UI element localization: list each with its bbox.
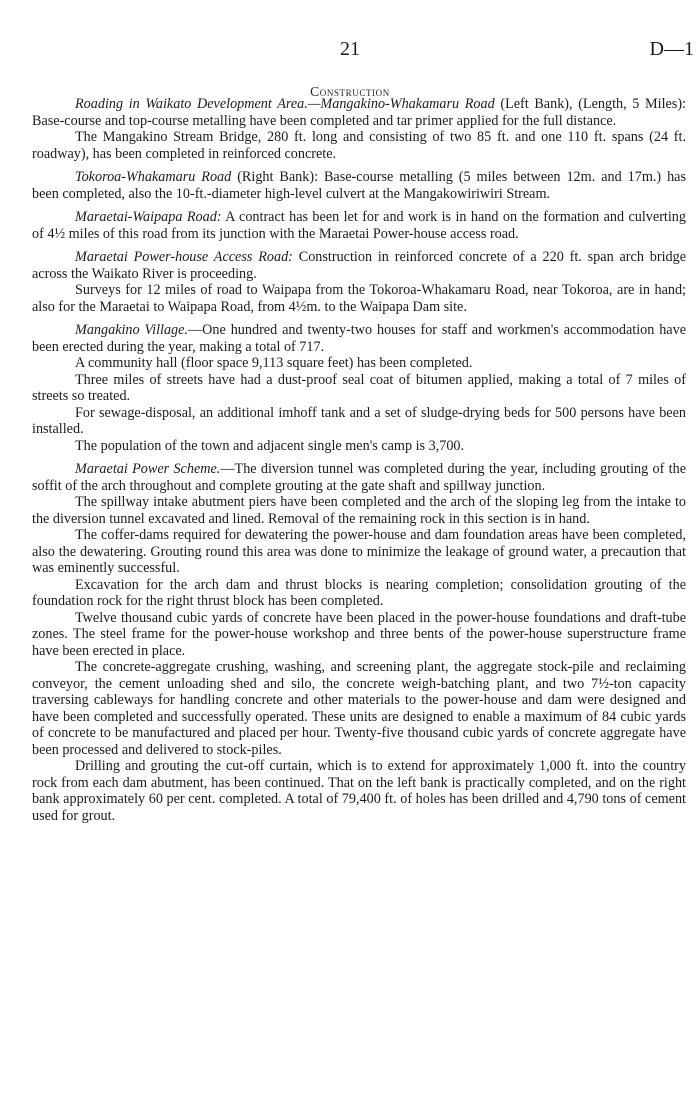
paragraph-tokoroa-road: [32, 169, 686, 202]
paragraph-power-house-access-road: [32, 249, 686, 282]
paragraph-text: The coffer-dams required for dewatering the power-house and dam foundation areas have been completed, also the dewatering. Grouting round this area was done to minimize the leakage of ground water, a precaution that was eminently successful.: [32, 527, 686, 576]
paragraph-text: Excavation for the arch dam and thrust blocks is nearing completion; consolidation grouting of the foundation rock for the right thrust block has been completed.: [32, 576, 686, 609]
paragraph-mangakino-village: [32, 322, 686, 355]
paragraph-text: A community hall (floor space 9,113 square feet) has been completed.: [75, 355, 473, 371]
paragraph-excavation: [32, 577, 686, 610]
paragraph-title: Maraetai Power Scheme.: [75, 461, 221, 477]
paragraph-text: Construction in reinforced concrete of a 220 ft. span arch bridge across the Waikato River is proceeding.: [32, 249, 686, 282]
paragraph-text: (Right Bank): Base-course metalling (5 miles between 12m. and 17m.) has been completed, also the 10-ft.-diameter high-level culvert at the Mangakowiriwiri Stream.: [32, 169, 686, 202]
paragraph-text: A contract has been let for and work is in hand on the formation and culverting of 4½ miles of this road from its junction with the Maraetai Power-house access road.: [32, 209, 686, 242]
paragraph-surveys: [32, 282, 686, 315]
paragraph-text: —One hundred and twenty-two houses for staff and workmen's accommodation have been erected during the year, making a total of 717.: [32, 322, 686, 355]
paragraph-stream-bridge: [32, 129, 686, 162]
paragraph-text: Drilling and grouting the cut-off curtain, which is to extend for approximately 1,000 ft. into the country rock from each dam abutment, has been continued. That on the left bank is practically completed, and on the right bank approximately 60 per cent. completed. A total of 79,400 ft. of holes has been drilled and 4,790 tons of cement used for grout.: [32, 758, 686, 824]
report-reference: D—1: [649, 38, 694, 60]
paragraph-coffer-dams: [32, 527, 686, 577]
paragraph-title: Maraetai Power-house Access Road:: [75, 249, 293, 265]
paragraph-title: Maraetai-Waipapa Road:: [75, 209, 222, 225]
paragraph-population: [32, 438, 686, 455]
paragraph-text: Twelve thousand cubic yards of concrete have been placed in the power-house foundations and draft-tube zones. The steel frame for the power-house workshop and three bents of the power-house superstructure frame have been erected in place.: [32, 609, 686, 659]
paragraph-maraetai-waipapa-road: [32, 209, 686, 242]
paragraph-text: The concrete-aggregate crushing, washing, and screening plant, the aggregate stock-pile and reclaiming conveyor, the cement unloading shed and silo, the concrete weigh-batching plant, and two 7½-ton capacity traversing cableways for handling concrete and other materials to the power-house and dam were designed and have been completed and successfully operated. These units are designed to enable a maximum of 84 cubic yards of concrete to be manufactured and placed per hour. Twenty-five thousand cubic yards of concrete aggregate have been processed and delivered to stock-piles.: [32, 659, 686, 758]
paragraph-title: Tokoroa-Whakamaru Road: [75, 169, 232, 185]
paragraph-text: Three miles of streets have had a dust-proof seal coat of bitumen applied, making a total of 7 miles of streets so treated.: [32, 371, 686, 404]
body-text: [32, 96, 686, 824]
paragraph-text: The Mangakino Stream Bridge, 280 ft. long and consisting of two 85 ft. and one 110 ft. spans (24 ft. roadway), has been completed in reinforced concrete.: [32, 129, 686, 162]
paragraph-title: Mangakino Village.: [75, 322, 188, 338]
paragraph-community-hall: [32, 355, 686, 372]
paragraph-maraetai-power-scheme: [32, 461, 686, 494]
paragraph-text: (Left Bank), (Length, 5 Miles): Base-course and top-course metalling have been completed and tar primer applied for the full distance.: [32, 96, 686, 129]
paragraph-aggregate-plant: [32, 659, 686, 758]
paragraph-streets: [32, 372, 686, 405]
paragraph-spillway: [32, 494, 686, 527]
paragraph-text: For sewage-disposal, an additional imhoff tank and a set of sludge-drying beds for 500 persons have been installed.: [32, 404, 686, 437]
paragraph-text: The spillway intake abutment piers have been completed and the arch of the sloping leg from the intake to the diversion tunnel excavated and lined. Removal of the remaining rock in this section is in hand.: [32, 494, 686, 527]
paragraph-roading-left-bank: [32, 96, 686, 129]
paragraph-text: Surveys for 12 miles of road to Waipapa from the Tokoroa-Whakamaru Road, near Tokoroa, are in hand; also for the Maraetai to Waipapa Road, from 4½m. to the Waipapa Dam site.: [32, 282, 686, 315]
paragraph-cut-off-curtain: [32, 758, 686, 824]
paragraph-text: —The diversion tunnel was completed during the year, including grouting of the soffit of the arch throughout and complete grouting at the gate shaft and spillway junction.: [32, 461, 687, 494]
paragraph-text: The population of the town and adjacent single men's camp is 3,700.: [75, 437, 465, 454]
paragraph-title: Roading in Waikato Development Area.—Mangakino-Whakamaru Road: [75, 96, 495, 112]
page-number: 21: [340, 38, 360, 60]
section-heading: Construction: [310, 84, 390, 99]
paragraph-concrete-placed: [32, 610, 686, 660]
paragraph-sewage: [32, 405, 686, 438]
